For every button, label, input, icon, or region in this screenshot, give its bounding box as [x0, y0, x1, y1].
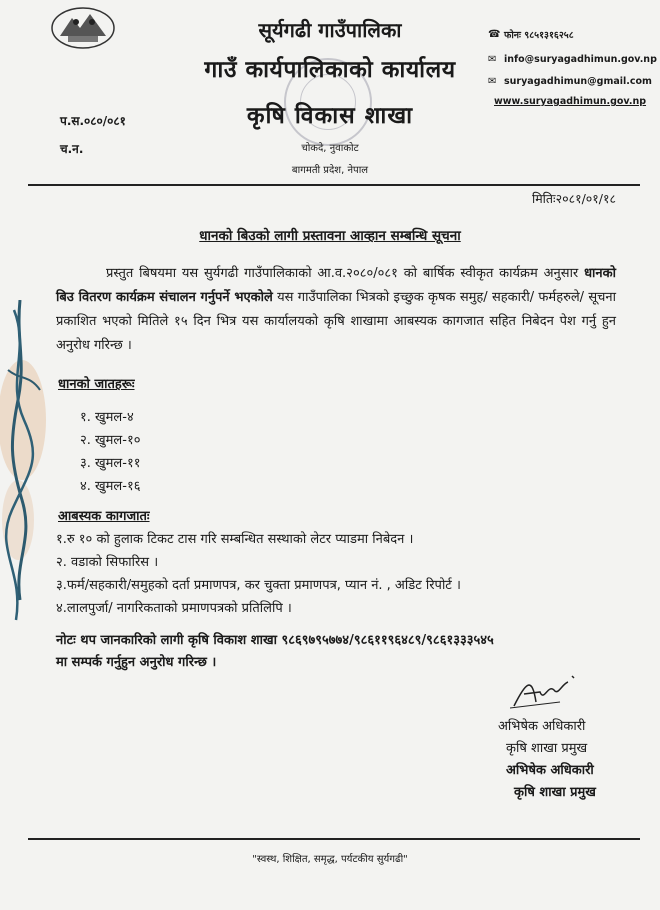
variety-item: ४. खुमल-१६ [80, 479, 141, 494]
varieties-heading: धानको जातहरूः [58, 377, 135, 392]
email-address-1: info@suryagadhimun.gov.np [504, 54, 657, 65]
variety-item: ३. खुमल-११ [80, 456, 141, 471]
address-line-1: चोकदे, नुवाकोट [301, 143, 359, 154]
dispatch-number: च.न. [60, 142, 84, 156]
note-line-2: मा सम्पर्क गर्नुहुन अनुरोध गरिन्छ । [56, 655, 217, 670]
document-item: २. वडाको सिफारिस । [56, 555, 159, 570]
signatory-title-handwritten: कृषि शाखा प्रमुख [506, 741, 588, 756]
municipality-name: सूर्यगढी गाउँपालिका [258, 18, 402, 42]
email-contact-1 [488, 54, 657, 65]
variety-item: १. खुमल-४ [80, 410, 134, 425]
documents-heading: आबस्यक कागजातः [58, 509, 150, 524]
office-name: गाउँ कार्यपालिकाको कार्यालय [204, 57, 456, 83]
signatory-name-stamp: अभिषेक अधिकारी [506, 763, 594, 778]
notice-subject: धानको बिउको लागी प्रस्तावना आव्हान सम्बन्धि सूचना [199, 228, 461, 244]
phone-number: फोनः ९८५१३१६२५८ [504, 30, 574, 41]
website-link: www.suryagadhimun.gov.np [494, 96, 647, 107]
thread-decoration [0, 300, 60, 640]
document-item: १.रु १० को हुलाक टिकट टास गरि सम्बन्धित सस्थाको लेटर प्याडमा निबेदन । [56, 532, 414, 547]
phone-contact [488, 28, 574, 41]
email-address-2: suryagadhimun@gmail.com [504, 76, 652, 87]
email-contact-2 [488, 76, 652, 87]
body-text-2: यस गाउँपालिका भित्रको इच्छुक कृषक समुह/ सहकारी/ फर्महरुले/ सूचना प्रकाशित भएको मितिले १५ दिन भित्र यस कार्यालयको कृषि शाखामा आबस्यक कागजात सहित निबेदन पेश गर्नु हुन अनुरोध गरिन्छ । [56, 290, 616, 353]
branch-name: कृषि विकास शाखा [246, 103, 414, 129]
header-divider [28, 184, 640, 186]
reference-number: प.स.०८०/०८१ [60, 114, 126, 128]
signature-mark [510, 672, 580, 712]
body-text-bold: धानको बिउ वितरण कार्यक्रम संचालन गर्नुपर्ने भएकोले [56, 266, 616, 305]
document-item: ३.फर्म/सहकारी/समुहको दर्ता प्रमाणपत्र, कर चुक्ता प्रमाणपत्र, प्यान नं. , अडिट रिपोर्ट । [56, 578, 461, 593]
signatory-title-stamp: कृषि शाखा प्रमुख [514, 785, 596, 800]
notice-date: मितिः२०८१/०१/१८ [531, 191, 616, 206]
contact-note [56, 630, 636, 674]
footer-divider [28, 838, 640, 840]
variety-item: २. खुमल-१० [80, 433, 141, 448]
address-line-2: बागमती प्रदेश, नेपाल [291, 165, 369, 176]
notice-body [56, 262, 616, 358]
signatory-name-handwritten: अभिषेक अधिकारी [498, 719, 586, 734]
note-line-1: नोटः थप जानकारिको लागी कृषि विकाश शाखा ९८६९७९५७७४/९८६११९६४८९/९८६१३३३५४५ [56, 633, 494, 648]
body-text-1: प्रस्तुत बिषयमा यस सुर्यगढी गाउँपालिकाको आ.व.२०८०/०८१ को बार्षिक स्वीकृत कार्यक्रम अनुसार [106, 266, 585, 281]
document-item: ४.लालपुर्जा/ नागरिकताको प्रमाणपत्रको प्रतिलिपि । [56, 601, 292, 616]
phone-icon: ☎ [488, 29, 501, 40]
footer-slogan: "स्वस्थ, शिक्षित, समृद्ध, पर्यटकीय सुर्यगढी" [252, 854, 408, 865]
mail-icon: ✉ [488, 76, 497, 87]
mail-icon: ✉ [488, 54, 497, 65]
